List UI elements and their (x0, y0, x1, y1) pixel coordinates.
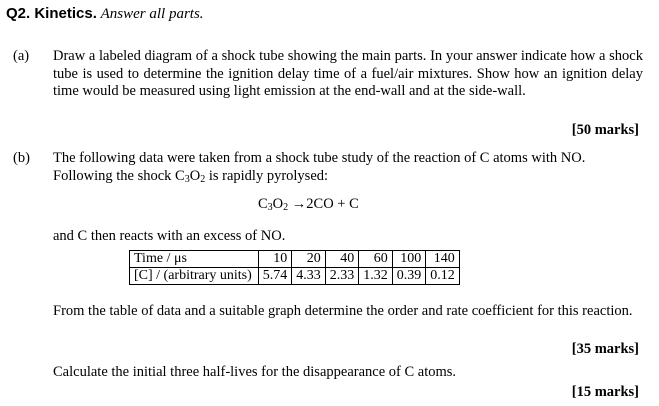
table-row-time (130, 251, 460, 268)
table-cell: 20 (292, 251, 326, 268)
question-instruction: Answer all parts. (100, 6, 204, 22)
part-b-marks-2: [15 marks] (571, 384, 639, 400)
part-b-then-text: and C then reacts with an excess of NO. (53, 228, 286, 244)
part-b-question-2: Calculate the initial three half-lives for the disappearance of C atoms. (53, 364, 457, 380)
part-b-intro-line1: The following data were taken from a shock tube study of the reaction of C atoms with NO. (53, 150, 586, 166)
question-number: Q2. Kinetics. (6, 5, 97, 22)
table-cell: 140 (426, 251, 460, 268)
table-cell: 40 (325, 251, 359, 268)
part-b-intro (53, 150, 643, 185)
table-cell: 60 (359, 251, 393, 268)
reaction-arrow: → (291, 196, 307, 212)
part-a-label: (a) (13, 48, 30, 64)
table-cell: 100 (392, 251, 426, 268)
part-b-intro-line2: Following the shock $C_3O_2$ is rapidly pyrolysed: (53, 167, 329, 185)
part-a-text: Draw a labeled diagram of a shock tube showing the main parts. In your answer indicate how a shock tube is used to determine the ignition delay time of a fuel/air mixtures. Show how an ignition delay time would be measured using light emission at the end-wall and at the side-wall. (53, 48, 643, 99)
table-cell: 0.39 (392, 268, 426, 285)
pyrolysis-equation: $C_3O_2 \to 2CO + C$ (258, 196, 359, 213)
table-cell: 2.33 (325, 268, 359, 285)
table-cell: 5.74 (258, 268, 292, 285)
table-cell: 4.33 (292, 268, 326, 285)
table-cell: 0.12 (426, 268, 460, 285)
part-b-question-1: From the table of data and a suitable graph determine the order and rate coefficient for this reaction. (53, 303, 633, 319)
part-b-marks-1: [35 marks] (571, 341, 639, 357)
table-cell: 1.32 (359, 268, 393, 285)
table-row-label: [C] / (arbitrary units) (130, 268, 259, 285)
kinetics-data-table (129, 250, 460, 285)
table-cell: 10 (258, 251, 292, 268)
table-row-label: Time / μs (130, 251, 259, 268)
part-a-marks: [50 marks] (571, 122, 639, 138)
table-row-concentration (130, 268, 460, 285)
part-b-label: (b) (13, 150, 30, 166)
question-heading (6, 5, 204, 23)
